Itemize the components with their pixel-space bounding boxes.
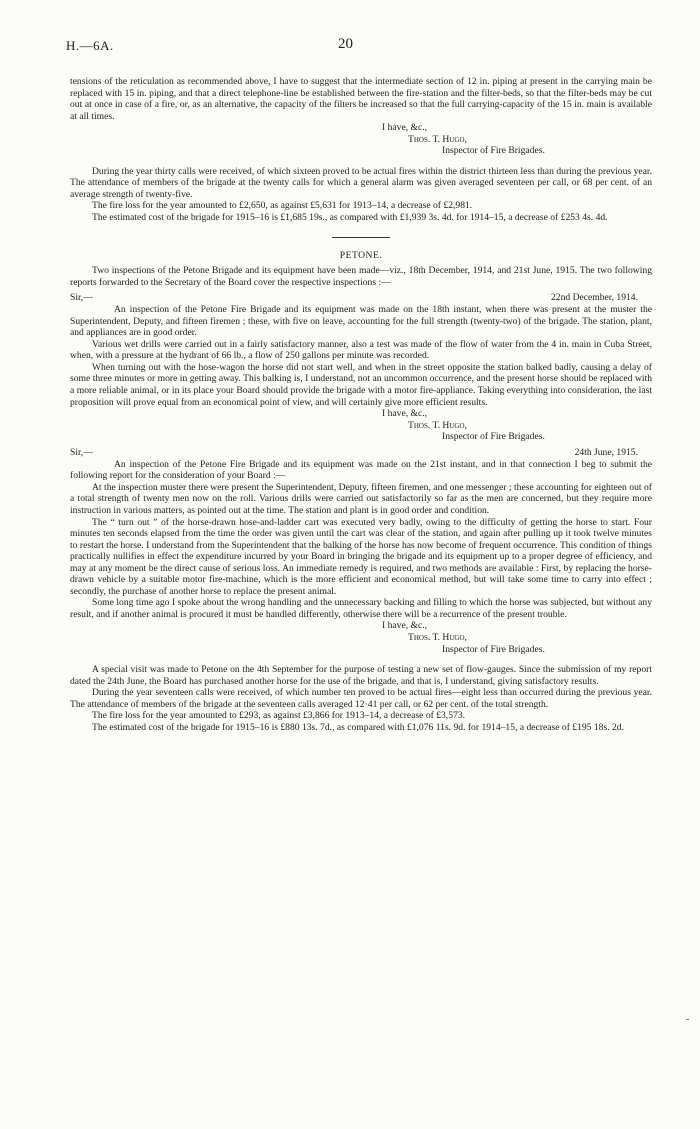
document-page [66, 36, 652, 733]
signatory-title: Inspector of Fire Brigades. [442, 145, 545, 157]
letter-header [70, 292, 652, 304]
section-divider [332, 237, 390, 238]
paragraph: The “ turn out ” of the horse-drawn hose-and-ladder cart was executed very badly, owing to the difficulty of getting the horse to start. Four minutes ten seconds elapsed from the time the order was given until the cart was clear of the station, and again after pulling up it took twelve minutes to restart the horse. I understand from the Superintendent that the balking of the horse has now become of frequent occurrence. This condition of things practically nullifies in effect the expenditure incurred by your Board in bringing the brigade and its equipment up to a proper degree of efficiency, and may at any moment be the direct cause of serious loss. An immediate remedy is required, and two methods are available : First, by replacing the horse-drawn vehicle by a suitable motor fire-machine, which is the more efficient and economical method, but will take some time to carry into effect ; secondly, the purchase of another horse to replace the present animal. [70, 516, 652, 597]
closing: I have, &c., [382, 122, 428, 134]
paragraph: tensions of the reticulation as recommended above, I have to suggest that the intermediate section of 12 in. piping at present in the carrying main be replaced with 15 in. piping, and that a direct telephone-line be established between the fire-station and the filter-beds, so that the filter-beds may be cut out at once in case of a fire, or, as an alternative, the capacity of the filters be increased so that the full carrying-capacity of the 15 in. main is available at all times. [70, 76, 652, 122]
paragraph: When turning out with the hose-wagon the horse did not start well, and when in the street opposite the station balked badly, causing a delay of some three minutes or more in getting away. This balking is, I understand, not an uncommon occurrence, and the present horse should be replaced with a more reliable animal, or in its place your Board should provide the brigade with a motor fire-appliance. Taking everything into consideration, the last proposition will prove equal from an economical point of view, and will certainly give more efficient results. [70, 361, 652, 408]
paragraph: Two inspections of the Petone Brigade and its equipment have been made—viz., 18th December, 1914, and 21st June, 1915. The two following reports forwarded to the Secretary of the Board cover the respective inspections :— [70, 265, 652, 288]
page-header [66, 36, 652, 76]
letter-header [70, 447, 652, 459]
paragraph: Some long time ago I spoke about the wrong handling and the unnecessary backing and filling to which the horse was subjected, but without any result, and if another animal is procured it must be handled differently, otherwise there will be a recurrence of the present trouble. [70, 597, 652, 620]
paragraph: The fire loss for the year amounted to £2,650, as against £5,631 for 1913–14, a decrease of £2,981. [92, 200, 473, 212]
letter-date: 22nd December, 1914. [551, 292, 638, 304]
paragraph: At the inspection muster there were present the Superintendent, Deputy, fifteen firemen, and one messenger ; these accounting for eighteen out of a total strength of twenty men now on the roll. Various drills were carried out satisfactorily so far as the men are concerned, but they require more instruction in various matters, as pointed out at the time. The station and plant is in good order and condition. [70, 481, 652, 516]
signatory: Thos. T. Hugo, [408, 631, 467, 643]
paragraph: An inspection of the Petone Fire Brigade and its equipment was made on the 18th instant, when there was present at the muster the Superintendent, Deputy, and fifteen firemen ; these, with five on leave, accounting for the full strength (twenty-two) of the brigade. The station, plant, and appliances are in good order. [70, 304, 652, 339]
salutation: Sir,— [70, 446, 93, 458]
letter-date: 24th June, 1915. [574, 446, 638, 458]
signatory: Thos. T. Hugo, [408, 133, 467, 145]
paragraph: During the year thirty calls were received, of which sixteen proved to be actual fires within the district thirteen less than during the previous year. The attendance of members of the brigade at the twenty calls for which a general alarm was given averaged seventeen per call, or 68 per cent. of an average strength of twenty-five. [70, 165, 652, 200]
paragraph: An inspection of the Petone Fire Brigade and its equipment was made on the 21st instant, and in that connection I beg to submit the following report for the consideration of your Board :— [70, 458, 652, 482]
paragraph: During the year seventeen calls were received, of which number ten proved to be actual fires—eight less than occurred during the previous year. The attendance of members of the brigade at the seventeen calls averaged 12·41 per call, or 62 per cent. of the total strength. [70, 687, 652, 710]
closing: I have, &c., [382, 620, 428, 632]
closing: I have, &c., [382, 408, 428, 420]
salutation: Sir,— [70, 292, 93, 304]
margin-mark: - [686, 1014, 690, 1025]
page-number: 20 [338, 36, 353, 52]
paragraph: A special visit was made to Petone on the 4th September for the purpose of testing a new set of flow-gauges. Since the submission of my report dated the 24th June, the Board has purchased another horse for the use of the brigade, and that is, I understand, giving satisfactory results. [70, 664, 652, 687]
signatory-title: Inspector of Fire Brigades. [442, 431, 545, 443]
paragraph: The estimated cost of the brigade for 1915–16 is £880 13s. 7d., as compared with £1,076 11s. 9d. for 1914–15, a decrease of £195 18s. 2d. [92, 721, 624, 733]
section-heading: PETONE. [339, 249, 383, 261]
paragraph: The estimated cost of the brigade for 1915–16 is £1,685 19s., as compared with £1,939 3s. 4d. for 1914–15, a decrease of £253 4s. 4d. [92, 212, 608, 224]
paper-reference: H.—6A. [66, 38, 114, 53]
signatory-title: Inspector of Fire Brigades. [442, 643, 545, 655]
paragraph: The fire loss for the year amounted to £293, as against £3,866 for 1913–14, a decrease of £3,573. [92, 710, 465, 722]
signatory: Thos. T. Hugo, [408, 419, 467, 431]
paragraph: Various wet drills were carried out in a fairly satisfactory manner, also a test was made of the flow of water from the 4 in. main in Cuba Street, when, with a pressure at the hydrant of 66 lb., a flow of 250 gallons per minute was recorded. [70, 338, 652, 362]
